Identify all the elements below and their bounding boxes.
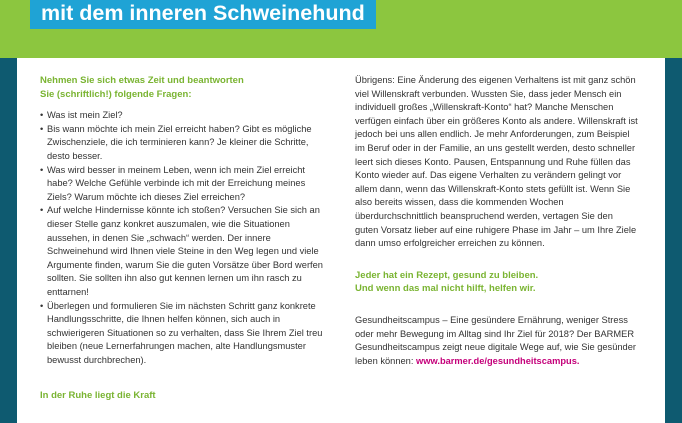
- campus-link[interactable]: www.barmer.de/gesundheitscampus.: [416, 355, 580, 366]
- recipe-heading: [355, 269, 638, 296]
- recipe-heading-line1: Jeder hat ein Rezept, gesund zu bleiben.: [355, 269, 539, 281]
- questions-list: [40, 109, 325, 367]
- questions-heading: [40, 74, 325, 101]
- questions-heading-line2: Sie (schriftlich!) folgende Fragen:: [40, 88, 192, 100]
- campus-paragraph: [355, 314, 638, 368]
- page-title: mit dem inneren Schweinehund: [30, 0, 376, 29]
- willpower-paragraph: Übrigens: Eine Änderung des eigenen Verhaltens ist mit ganz schön viel Willenskraft verbunden. Wussten Sie, dass jeder Mensch ein individuell großes „Willenskraft-Konto“ hat? Manche Menschen verfügen einfach über ein größeres Konto als andere. Willenskraft ist jedoch bei uns allen endlich. Je mehr Anforderungen, zum Beispiel im Beruf oder in der Familie, an uns gestellt werden, desto schneller leert sich dieses Konto. Pausen, Entspannung und Ruhe füllen das Konto wieder auf. Das eigene Verhalten zu verändern gelingt vor allem dann, wenn das Willenskraft-Konto stets gefüllt ist. Wenn Sie also bereits wissen, dass die kommenden Wochen überdurchschnittlich beanspruchend werden, vertagen Sie den guten Vorsatz lieber auf eine ruhigere Phase im Jahr – um Ihre Ziele dann umso erfolgreicher erreichen zu können.: [355, 75, 638, 249]
- list-item: • Überlegen und formulieren Sie im nächsten Schritt ganz konkrete Handlungsschritte, die Ihnen helfen können, sich auch in schwierigeren Situationen so zu verhalten, dass Sie Ihrem Ziel treu bleiben (neue Lernerfahrungen machen, alte Handlungsmuster bewusst durchbrechen).: [40, 300, 325, 368]
- recipe-heading-line2: Und wenn das mal nicht hilft, helfen wir.: [355, 283, 536, 295]
- campus-text: Gesundheitscampus – Eine gesündere Ernährung, weniger Stress oder mehr Bewegung im Alltag sind Ihr Ziel für 2018? Der BARMER Gesundheitscampus zeigt neue digitale Wege auf, wie Sie gesünder leben können:: [355, 314, 636, 366]
- left-margin-bar: [0, 58, 17, 423]
- document-page: [17, 58, 665, 423]
- list-item: • Was ist mein Ziel?: [40, 109, 325, 123]
- list-item: • Was wird besser in meinem Leben, wenn ich mein Ziel erreicht habe? Welche Gefühle verbinde ich mit der Erreichung meines Ziels? Warum möchte ich dieses Ziel erreichen?: [40, 164, 325, 205]
- right-column: [355, 74, 638, 368]
- list-item: • Auf welche Hindernisse könnte ich stoßen? Versuchen Sie sich an dieser Stelle ganz konkret auszumalen, wie die Situationen aussehen, in denen Sie „schwach“ werden. Der innere Schweinehund wird Ihnen viele Steine in den Weg legen und viele Argumente finden, warum Sie die guten Vorsätze über Bord werfen sollten. Sie sollten ihn also gut kennen lernen um ihn rasch zu enttarnen!: [40, 204, 325, 299]
- list-item: • Bis wann möchte ich mein Ziel erreicht haben? Gibt es mögliche Zwischenziele, die ich terminieren kann? Je kleiner die Schritte, desto besser.: [40, 123, 325, 164]
- left-column: [40, 74, 325, 403]
- right-margin-bar: [665, 58, 682, 423]
- questions-heading-line1: Nehmen Sie sich etwas Zeit und beantworten: [40, 75, 244, 86]
- calm-subheading: In der Ruhe liegt die Kraft: [40, 390, 156, 402]
